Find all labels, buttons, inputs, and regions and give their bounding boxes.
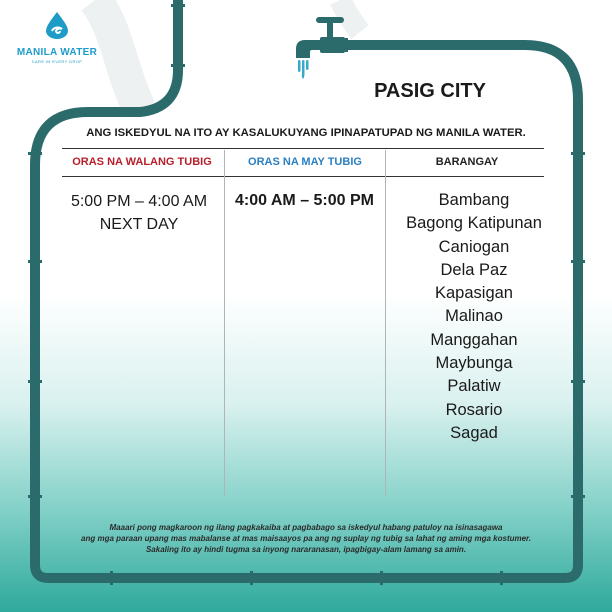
barangay-item: Bambang xyxy=(438,191,510,209)
with-water-time-cell: 4:00 AM – 5:00 PM xyxy=(234,192,374,209)
barangay-item: Malinao xyxy=(445,307,503,326)
barangay-item: Kapasigan xyxy=(435,284,513,303)
barangay-item: Caniogan xyxy=(438,237,510,256)
footnote xyxy=(40,522,572,555)
brand-name: MANILA WATER xyxy=(16,47,98,58)
barangay-item: Bagong Katipunan xyxy=(406,214,542,233)
header-no-water-time: ORAS NA WALANG TUBIG xyxy=(72,156,212,168)
no-water-time-range: 5:00 PM – 4:00 AM xyxy=(70,193,208,210)
footnote-line: ang mga paraan upang mas mabalanse at mas maisaayos pa ang ng suplay ng tubig sa lahat ng aming mga kostumer. xyxy=(81,534,531,543)
footnote-line: Maaari pong magkaroon ng ilang pagkakaiba at pagbabago sa iskedyul habang patuloy na isinasagawa xyxy=(109,523,503,532)
barangay-item: Palatiw xyxy=(447,377,501,396)
brand-tagline: CARE IN EVERY DROP xyxy=(31,59,83,64)
manila-water-logo-icon xyxy=(42,10,72,40)
water-drops-icon xyxy=(298,60,309,79)
barangay-item: Maybunga xyxy=(435,354,513,373)
barangay-list xyxy=(387,189,561,445)
barangay-item: Manggahan xyxy=(430,330,518,349)
no-water-time-cell xyxy=(55,190,223,236)
table-top-divider xyxy=(62,148,544,149)
page-title: PASIG CITY xyxy=(374,80,486,102)
schedule-subtitle: ANG ISKEDYUL NA ITO AY KASALUKUYANG IPINAPATUPAD NG MANILA WATER. xyxy=(86,127,526,139)
column-divider xyxy=(385,150,386,496)
faucet-icon xyxy=(296,17,345,58)
header-barangay: BARANGAY xyxy=(435,156,499,168)
manila-water-logo xyxy=(14,10,100,64)
footnote-line: Sakaling ito ay hindi tugma sa inyong nararanasan, ipagbigay-alam lamang sa amin. xyxy=(145,545,467,554)
barangay-item: Rosario xyxy=(445,400,503,419)
barangay-item: Dela Paz xyxy=(440,260,508,279)
no-water-time-next-day: NEXT DAY xyxy=(99,216,179,233)
barangay-item: Sagad xyxy=(450,423,498,442)
header-with-water-time: ORAS NA MAY TUBIG xyxy=(248,156,362,168)
table-header-divider xyxy=(62,176,544,177)
